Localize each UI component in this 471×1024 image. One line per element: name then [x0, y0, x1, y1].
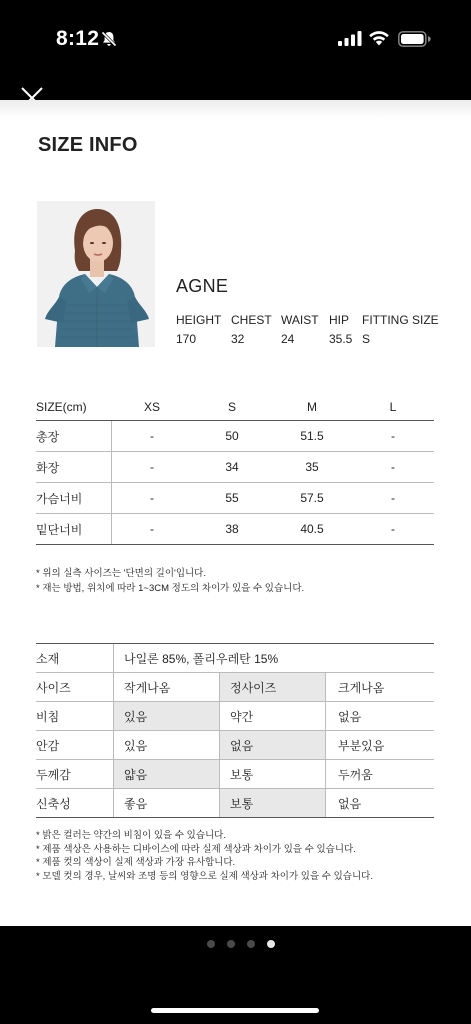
page-dot[interactable] [207, 940, 215, 948]
model-value-fitting-size: S [362, 332, 371, 346]
size-table-header-cell: M [307, 399, 317, 414]
note-line: * 모델 컷의 경우, 날씨와 조명 등의 영향으로 실제 색상과 차이가 있을 수 있습니다. [36, 870, 373, 882]
size-cell: - [391, 522, 395, 536]
material-value: 나일론 85%, 폴리우레탄 15% [124, 651, 279, 666]
size-info-content [0, 100, 471, 926]
size-cell: - [391, 460, 395, 474]
fabric-option-selected: 보통 [220, 789, 326, 817]
fabric-option-selected: 없음 [220, 731, 326, 759]
note-line: * 밝은 컬러는 약간의 비침이 있을 수 있습니다. [36, 830, 226, 841]
model-value-waist: 24 [281, 332, 295, 346]
model-value-hip: 35.5 [329, 332, 353, 346]
fabric-option: 크게나옴 [338, 680, 385, 695]
size-cell: 50 [225, 429, 239, 443]
size-table-header-cell: S [227, 399, 236, 414]
color-notes [36, 829, 373, 883]
table-row [36, 673, 434, 702]
page-indicator [0, 940, 471, 948]
status-bar [0, 0, 471, 78]
size-cell: - [150, 491, 154, 505]
fabric-option: 작게나옴 [114, 673, 220, 701]
model-value-height: 170 [176, 332, 197, 346]
size-cell: 38 [225, 522, 239, 536]
table-row [36, 731, 434, 760]
model-header-waist: WAIST [281, 313, 319, 327]
fabric-info-table [36, 643, 434, 818]
table-row [36, 452, 434, 483]
size-row-label: 총장 [36, 421, 112, 451]
size-row-label: 가슴너비 [36, 483, 112, 513]
fabric-option-selected: 있음 [114, 702, 220, 730]
wifi-icon [368, 30, 390, 46]
model-photo [37, 201, 155, 347]
size-table-header-cell: XS [143, 399, 160, 414]
size-cell: - [150, 460, 154, 474]
size-table-header-cell: SIZE(cm) [36, 399, 87, 414]
size-cell: - [150, 429, 154, 443]
signal-icon [338, 31, 362, 46]
table-row [36, 514, 434, 545]
model-header-height: HEIGHT [176, 313, 222, 327]
size-table-header [36, 393, 434, 421]
size-cell: - [391, 429, 395, 443]
table-row [36, 789, 434, 818]
note-line: * 제품 색상은 사용하는 디바이스에 따라 실제 색상과 차이가 있을 수 있습니다. [36, 843, 356, 855]
table-row [36, 483, 434, 514]
fabric-option-selected: 정사이즈 [220, 673, 326, 701]
page-dot[interactable] [227, 940, 235, 948]
model-measurements [176, 313, 438, 346]
bell-slash-icon [100, 30, 118, 48]
size-cell: 51.5 [300, 429, 324, 443]
fabric-row-label: 신축성 [36, 789, 114, 817]
size-table [36, 393, 434, 545]
note-line: * 재는 방법, 위치에 따라 1~3CM 정도의 차이가 있을 수 있습니다. [36, 583, 305, 594]
model-header-hip: HIP [329, 313, 350, 327]
status-time: 8:12 [56, 27, 100, 50]
size-cell: 57.5 [300, 491, 324, 505]
model-measurements-header [176, 313, 438, 327]
size-row-label: 밑단너비 [36, 514, 112, 544]
model-value-chest: 32 [231, 332, 245, 346]
fabric-option: 좋음 [114, 789, 220, 817]
fabric-row-label: 사이즈 [36, 673, 114, 701]
note-line: * 제품 컷의 색상이 실제 색상과 가장 유사합니다. [36, 857, 236, 868]
model-name: AGNE [176, 276, 229, 296]
fabric-option: 없음 [338, 709, 362, 724]
page-title: SIZE INFO [38, 134, 138, 156]
table-row [36, 421, 434, 452]
size-row-label: 화장 [36, 452, 112, 482]
fabric-row-label: 소재 [36, 644, 114, 672]
nav-bar [0, 78, 471, 102]
table-row [36, 702, 434, 731]
fabric-option: 부분있음 [338, 738, 385, 753]
size-table-header-cell: L [389, 399, 397, 414]
measurement-notes [36, 566, 304, 596]
fabric-option: 약간 [220, 702, 326, 730]
size-cell: 40.5 [300, 522, 324, 536]
fabric-option: 있음 [114, 731, 220, 759]
model-header-fitting-size: FITTING SIZE [362, 313, 439, 327]
fabric-row-label: 비침 [36, 702, 114, 730]
model-measurements-values [176, 332, 438, 346]
table-row [36, 644, 434, 673]
battery-icon [398, 31, 431, 47]
size-cell: 34 [225, 460, 239, 474]
fabric-option: 보통 [220, 760, 326, 788]
fabric-row-label: 두께감 [36, 760, 114, 788]
table-row [36, 760, 434, 789]
size-cell: - [150, 522, 154, 536]
note-line: * 위의 실측 사이즈는 '단면의 길이'입니다. [36, 568, 206, 579]
fabric-option: 두꺼움 [338, 767, 373, 782]
size-cell: 35 [305, 460, 319, 474]
size-cell: - [391, 491, 395, 505]
home-indicator[interactable] [151, 1008, 319, 1013]
size-cell: 55 [225, 491, 239, 505]
page-dot-active[interactable] [267, 940, 275, 948]
fabric-option: 없음 [338, 796, 362, 811]
page-dot[interactable] [247, 940, 255, 948]
fabric-option-selected: 얇음 [114, 760, 220, 788]
model-header-chest: CHEST [231, 313, 272, 327]
fabric-row-label: 안감 [36, 731, 114, 759]
